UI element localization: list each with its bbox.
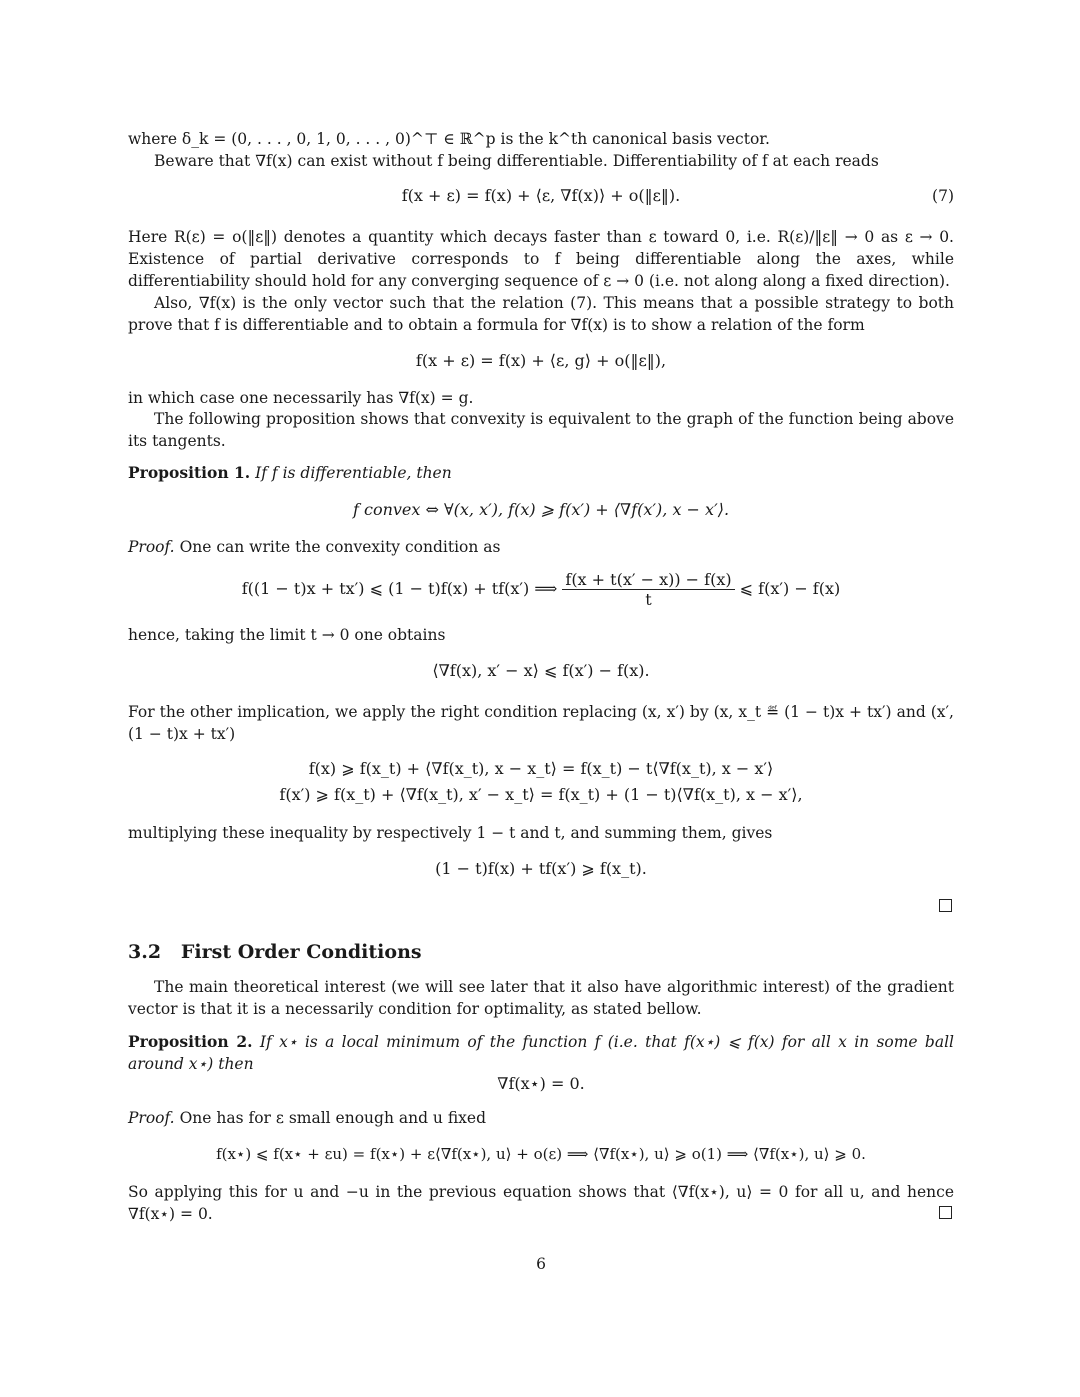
paragraph-here: Here R(ε) = o(‖ε‖) denotes a quantity which decays faster than ε toward 0, i.e. R(ε)/‖ε‖ → 0 as ε → 0. Existence of partial derivative corresponds to f being differentiable along the axes, while differentiability should hold for any converging sequence of ε → 0 (i.e. not along along a fixed direction).	[128, 228, 954, 290]
paragraph-beware: Beware that ∇f(x) can exist without f being differentiable. Differentiability of f at each reads	[154, 152, 879, 170]
paragraph-also: Also, ∇f(x) is the only vector such that the relation (7). This means that a possible strategy to both prove that f is differentiable and to obtain a formula for ∇f(x) is to show a relation of the form	[128, 294, 954, 334]
paragraph-main-interest: The main theoretical interest (we will see later that it also have algorithmic interest) of the gradient vector is that it is a necessarily condition for optimality, as stated bellow.	[128, 978, 954, 1018]
section-title: First Order Conditions	[180, 941, 422, 963]
proof-1-equation-right: ⩽ f(x′) − f(x)	[739, 579, 841, 598]
equation-sum: (1 − t)f(x) + tf(x′) ⩾ f(x_t).	[435, 859, 647, 878]
paragraph-multiplying: multiplying these inequality by respectively 1 − t and t, and summing them, gives	[128, 824, 773, 842]
equation-g: f(x + ε) = f(x) + ⟨ε, g⟩ + o(‖ε‖),	[415, 351, 667, 370]
proof-1-equation	[128, 570, 954, 609]
proof-1-fraction-numerator: f(x + t(x′ − x)) − f(x)	[562, 570, 734, 590]
proposition-2-equation: ∇f(x⋆) = 0.	[497, 1074, 585, 1093]
proposition-2-text: If x⋆ is a local minimum of the function f (i.e. that f(x⋆) ⩽ f(x) for all x in some ball around x⋆) then	[128, 1033, 954, 1073]
proof-2-equation: f(x⋆) ⩽ f(x⋆ + εu) = f(x⋆) + ε⟨∇f(x⋆), u⟩ + o(ε) ⟹ ⟨∇f(x⋆), u⟩ ⩾ o(1) ⟹ ⟨∇f(x⋆), u⟩ ⩾ 0.	[216, 1145, 866, 1163]
proposition-1-label: Proposition 1.	[128, 463, 251, 482]
qed-square-icon	[939, 1206, 952, 1219]
proposition-2	[128, 1031, 954, 1075]
qed-square-icon	[939, 899, 952, 912]
equation-7-body: f(x + ε) = f(x) + ⟨ε, ∇f(x)⟩ + o(‖ε‖).	[401, 186, 681, 205]
proof-2-text: One has for ε small enough and u fixed	[179, 1109, 487, 1127]
proposition-1-text: If f is differentiable, then	[255, 464, 452, 482]
equation-limit: ⟨∇f(x), x′ − x⟩ ⩽ f(x′) − f(x).	[432, 661, 650, 680]
proposition-2-label: Proposition 2.	[128, 1032, 253, 1051]
proof-2	[128, 1107, 954, 1129]
equation-7-number: (7)	[932, 187, 954, 205]
section-number: 3.2	[128, 941, 162, 963]
proposition-1	[128, 462, 954, 484]
proof-1-fraction	[562, 570, 734, 609]
proof-1-equation-left: f((1 − t)x + tx′) ⩽ (1 − t)f(x) + tf(x′) ⟹	[241, 579, 558, 598]
paragraph-following: The following proposition shows that convexity is equivalent to the graph of the function being above its tangents.	[128, 410, 954, 450]
paragraph-other-implication: For the other implication, we apply the right condition replacing (x, x′) by (x, x_t ≝ (1 − t)x + tx′) and (x′, (1 − t)x + tx′)	[128, 703, 954, 743]
proof-2-label: Proof.	[128, 1109, 175, 1127]
proof-1-fraction-denominator: t	[645, 590, 652, 609]
section-heading	[128, 941, 422, 963]
proof-1-label: Proof.	[128, 538, 175, 556]
proposition-1-equation: f convex ⇔ ∀(x, x′), f(x) ⩾ f(x′) + ⟨∇f(x′), x − x′⟩.	[352, 500, 730, 519]
equation-system-line-2: f(x′) ⩾ f(x_t) + ⟨∇f(x_t), x′ − x_t⟩ = f(x_t) + (1 − t)⟨∇f(x_t), x − x′⟩,	[279, 785, 803, 804]
paragraph-hence: hence, taking the limit t → 0 one obtains	[128, 626, 446, 644]
equation-7	[128, 186, 954, 205]
paragraph-final: So applying this for u and −u in the previous equation shows that ⟨∇f(x⋆), u⟩ = 0 for all u, and hence ∇f(x⋆) = 0.	[128, 1183, 954, 1223]
equation-system-line-1: f(x) ⩾ f(x_t) + ⟨∇f(x_t), x − x_t⟩ = f(x_t) − t⟨∇f(x_t), x − x′⟩	[308, 759, 774, 778]
page-number: 6	[536, 1255, 546, 1273]
proof-1-text: One can write the convexity condition as	[179, 538, 501, 556]
paragraph-in-which: in which case one necessarily has ∇f(x) = g.	[128, 389, 474, 407]
basis-vector-line: where δ_k = (0, . . . , 0, 1, 0, . . . , 0)^⊤ ∈ ℝ^p is the k^th canonical basis vector.	[128, 130, 770, 148]
proof-1	[128, 536, 954, 558]
